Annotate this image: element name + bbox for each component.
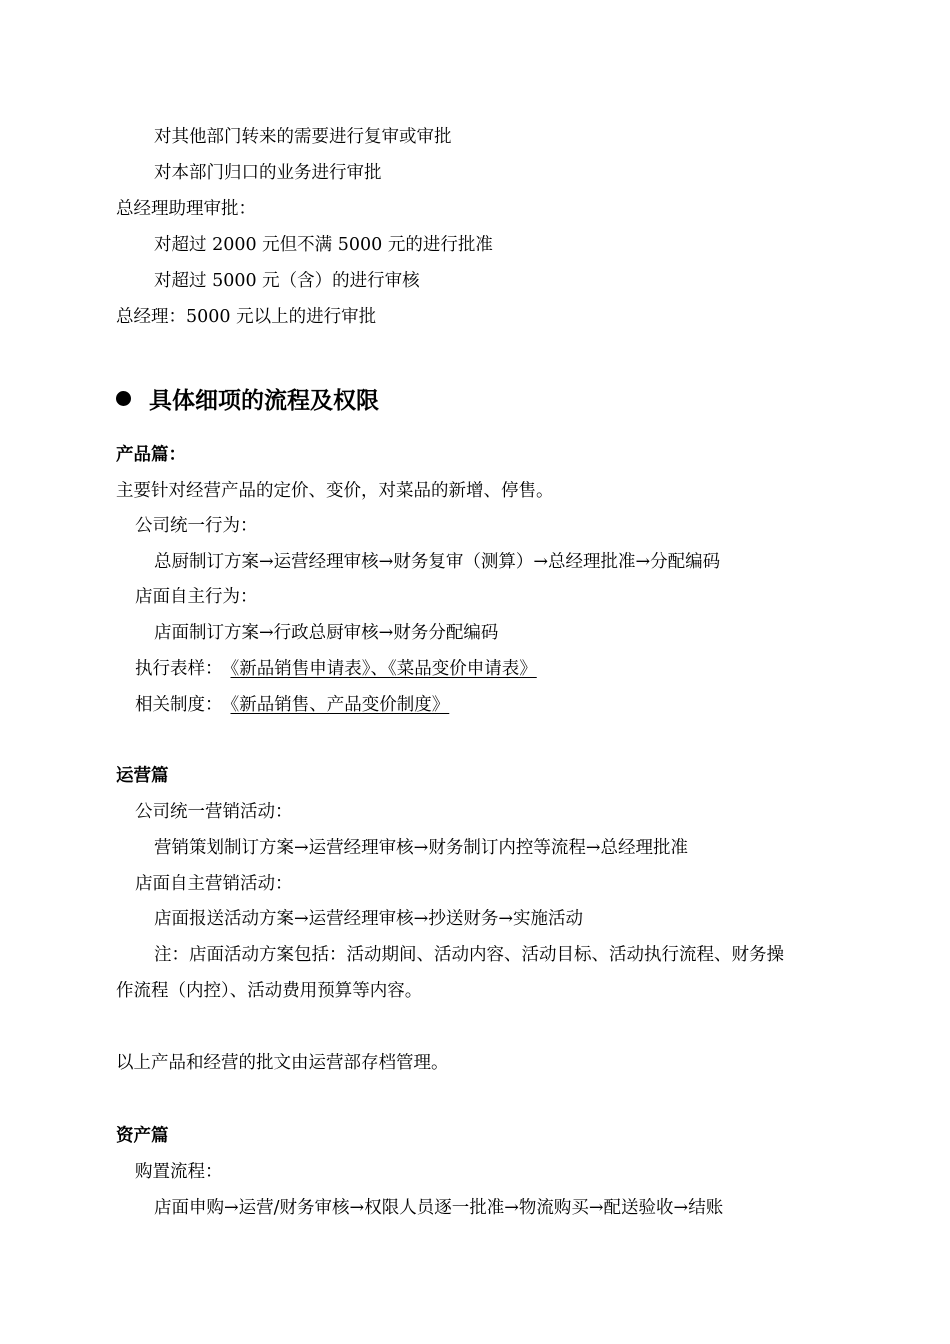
text-line: 总经理助理审批： [116,199,256,219]
text-line: 对超过 2000 元但不满 5000 元的进行批准 [154,235,493,255]
bullet-icon [116,391,131,406]
forms-row [135,657,537,681]
text-line: 总经理：5000 元以上的进行审批 [116,307,377,327]
text-line: 对其他部门转来的需要进行复审或审批 [154,127,452,147]
ops-note-line1: 注：店面活动方案包括：活动期间、活动内容、活动目标、活动执行流程、财务操 [154,945,784,965]
rules-label: 相关制度： [135,695,223,715]
ops-note-line2: 作流程（内控）、活动费用预算等内容。 [116,981,423,1001]
assets-title: 资产篇 [116,1126,169,1146]
rules-link[interactable]: 《新品销售、产品变价制度》 [230,695,450,715]
section-heading [116,386,379,416]
company-label: 公司统一行为： [135,516,258,536]
forms-label: 执行表样： [135,659,223,679]
ops-company-flow: 营销策划制订方案→运营经理审核→财务制订内控等流程→总经理批准 [154,838,688,858]
operations-title: 运营篇 [116,766,169,786]
section-heading-text: 具体细项的流程及权限 [149,387,379,414]
company-flow: 总厨制订方案→运营经理审核→财务复审（测算）→总经理批准→分配编码 [154,552,721,572]
text-line: 对本部门归口的业务进行审批 [154,163,382,183]
store-flow: 店面制订方案→行政总厨审核→财务分配编码 [154,623,499,643]
rules-row [135,693,449,717]
forms-link[interactable]: 《新品销售申请表》、《菜品变价申请表》 [230,659,537,679]
ops-store-label: 店面自主营销活动： [135,874,293,894]
store-label: 店面自主行为： [135,587,258,607]
archive-note: 以上产品和经营的批文由运营部存档管理。 [116,1053,449,1073]
purchase-label: 购置流程： [135,1162,223,1182]
product-title: 产品篇： [116,445,186,465]
ops-company-label: 公司统一营销活动： [135,802,293,822]
ops-store-flow: 店面报送活动方案→运营经理审核→抄送财务→实施活动 [154,909,583,929]
text-line: 对超过 5000 元（含）的进行审核 [154,271,420,291]
purchase-flow: 店面申购→运营/财务审核→权限人员逐一批准→物流购买→配送验收→结账 [154,1198,724,1218]
product-intro: 主要针对经营产品的定价、变价，对菜品的新增、停售。 [116,481,554,501]
